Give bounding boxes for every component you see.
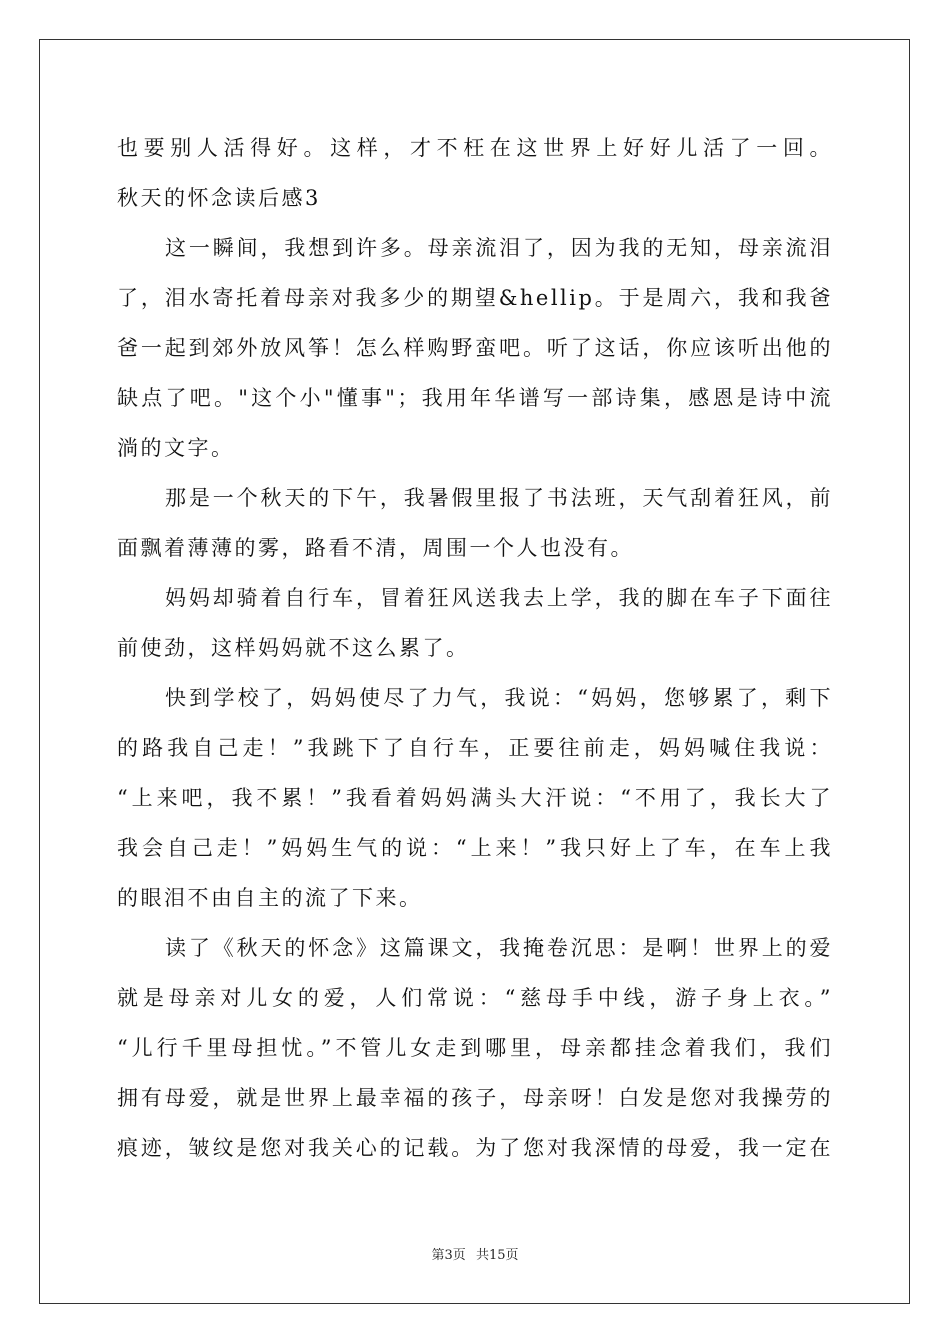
text-line: 拥有母爱，就是世界上最幸福的孩子，母亲呀！白发是您对我操劳的: [117, 1086, 833, 1110]
text-line: 这一瞬间，我想到许多。母亲流泪了，因为我的无知，母亲流泪: [165, 236, 833, 260]
document-body: [117, 123, 833, 1173]
text-line: 痕迹，皱纹是您对我关心的记载。为了您对我深情的母爱，我一定在: [117, 1136, 833, 1160]
text-line: 前使劲，这样妈妈就不这么累了。: [117, 636, 470, 660]
text-line: 也要别人活得好。这样，才不枉在这世界上好好儿活了一回。: [117, 136, 833, 160]
page-total: 共15页: [475, 1248, 519, 1263]
text-line: 的眼泪不由自主的流了下来。: [117, 886, 423, 910]
text-line: 快到学校了，妈妈使尽了力气，我说：“妈妈，您够累了，剩下: [165, 686, 833, 710]
page-footer: [0, 1244, 950, 1263]
text-line: 就是母亲对儿女的爱，人们常说：“慈母手中线，游子身上衣。”: [117, 986, 833, 1010]
text-line: 我会自己走！”妈妈生气的说：“上来！”我只好上了车，在车上我: [117, 836, 833, 860]
text-line: 了，泪水寄托着母亲对我多少的期望&hellip。于是周六，我和我爸: [117, 286, 833, 310]
text-line: “儿行千里母担忧。”不管儿女走到哪里，母亲都挂念着我们，我们: [117, 1036, 833, 1060]
text-line: “上来吧，我不累！”我看着妈妈满头大汗说：“不用了，我长大了: [117, 786, 833, 810]
text-line: 淌的文字。: [117, 436, 235, 460]
text-line: 的路我自己走！”我跳下了自行车，正要往前走，妈妈喊住我说：: [117, 736, 833, 760]
page-number: 第3页: [431, 1248, 466, 1263]
text-line: 那是一个秋天的下午，我暑假里报了书法班，天气刮着狂风，前: [165, 486, 833, 510]
text-line: 缺点了吧。"这个小"懂事"；我用年华谱写一部诗集，感恩是诗中流: [117, 386, 833, 410]
text-line: 爸一起到郊外放风筝！怎么样购野蛮吧。听了这话，你应该听出他的: [117, 336, 833, 360]
section-heading: 秋天的怀念读后感3: [117, 186, 321, 210]
text-line: 读了《秋天的怀念》这篇课文，我掩卷沉思：是啊！世界上的爱: [165, 936, 833, 960]
text-line: 妈妈却骑着自行车，冒着狂风送我去上学，我的脚在车子下面往: [165, 586, 833, 610]
text-line: 面飘着薄薄的雾，路看不清，周围一个人也没有。: [117, 536, 634, 560]
